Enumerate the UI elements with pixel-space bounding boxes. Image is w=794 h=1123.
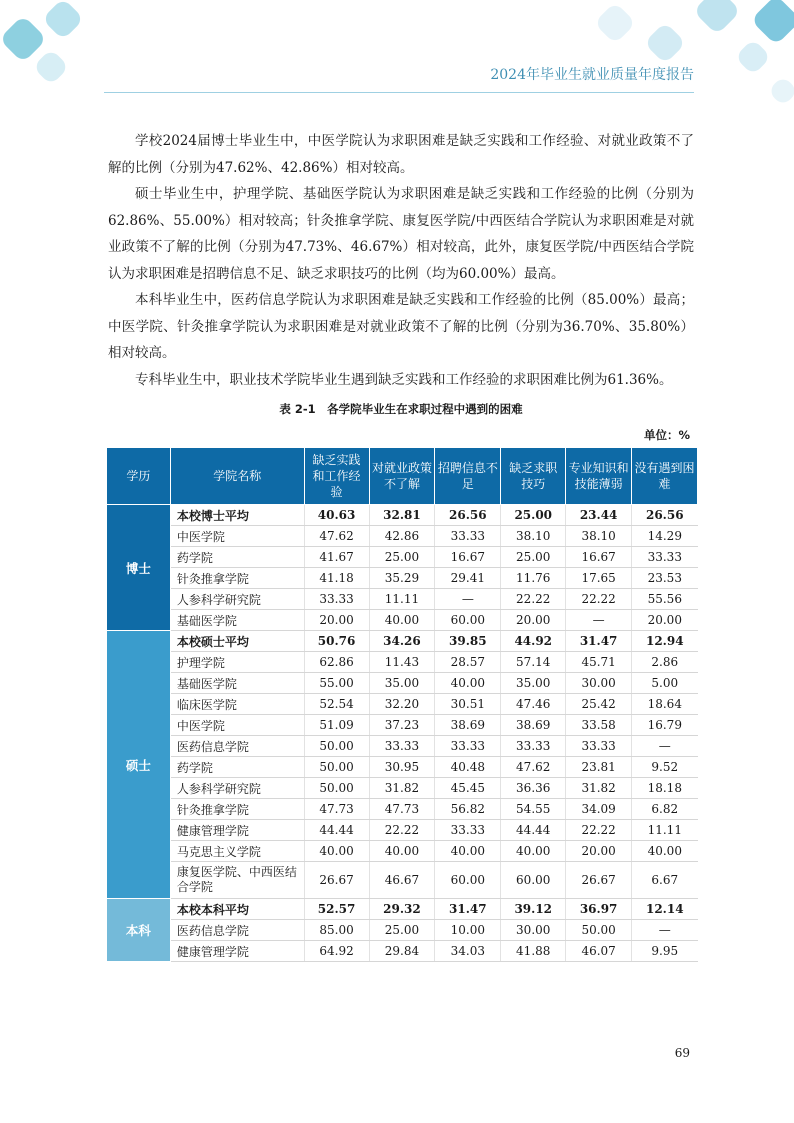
table-row [107,799,698,820]
value-cell: 26.56 [632,505,698,526]
running-head: 2024年毕业生就业质量年度报告 [490,67,694,83]
value-cell: 23.81 [566,757,632,778]
value-cell: 52.57 [304,899,369,920]
decorative-tile [693,0,741,35]
value-cell: 16.67 [435,547,501,568]
college-name-cell: 医药信息学院 [170,736,304,757]
table-row [107,862,698,899]
decorative-tile [0,15,47,63]
table-row [107,715,698,736]
value-cell: 11.11 [632,820,698,841]
college-name-cell: 马克思主义学院 [170,841,304,862]
table-row [107,694,698,715]
table-row [107,610,698,631]
value-cell: 25.00 [501,505,566,526]
degree-level-cell: 硕士 [107,631,171,899]
header-cell: 学院名称 [170,448,304,505]
value-cell: 20.00 [632,610,698,631]
value-cell: 38.10 [566,526,632,547]
college-name-cell: 中医学院 [170,715,304,736]
value-cell: 40.63 [304,505,369,526]
value-cell: 26.67 [566,862,632,899]
value-cell: 25.00 [501,547,566,568]
value-cell: — [632,736,698,757]
value-cell: 12.94 [632,631,698,652]
value-cell: 35.00 [369,673,435,694]
value-cell: 23.53 [632,568,698,589]
college-name-cell: 临床医学院 [170,694,304,715]
value-cell: 40.00 [369,841,435,862]
table-row [107,757,698,778]
value-cell: 47.73 [369,799,435,820]
value-cell: 22.22 [501,589,566,610]
paragraph: 专科毕业生中，职业技术学院毕业生遇到缺乏实践和工作经验的求职困难比例为61.36%。 [135,371,673,388]
value-cell: 62.86 [304,652,369,673]
value-cell: 14.29 [632,526,698,547]
value-cell: 47.62 [501,757,566,778]
value-cell: 30.95 [369,757,435,778]
college-name-cell: 人参科学研究院 [170,778,304,799]
value-cell: 40.00 [369,610,435,631]
value-cell: 30.00 [501,920,566,941]
value-cell: 41.88 [501,941,566,962]
header-cell: 缺乏实践和工作经验 [304,448,369,505]
header-cell: 招聘信息不足 [435,448,501,505]
table-row [107,652,698,673]
value-cell: 31.82 [566,778,632,799]
value-cell: 22.22 [566,589,632,610]
value-cell: 6.82 [632,799,698,820]
value-cell: 55.00 [304,673,369,694]
header-cell: 学历 [107,448,171,505]
value-cell: 52.54 [304,694,369,715]
value-cell: 37.23 [369,715,435,736]
value-cell: — [566,610,632,631]
table-unit: 单位：% [643,428,690,442]
table-row [107,778,698,799]
college-name-cell: 中医学院 [170,526,304,547]
value-cell: 40.00 [501,841,566,862]
value-cell: 56.82 [435,799,501,820]
value-cell: 50.00 [304,778,369,799]
page-content [108,128,694,962]
value-cell: 55.56 [632,589,698,610]
table-row [107,941,698,962]
value-cell: 60.00 [501,862,566,899]
value-cell: 11.76 [501,568,566,589]
value-cell: 34.09 [566,799,632,820]
value-cell: 33.33 [566,736,632,757]
value-cell: 35.00 [501,673,566,694]
value-cell: — [435,589,501,610]
difficulty-table [106,447,698,962]
value-cell: 31.47 [435,899,501,920]
value-cell: 11.11 [369,589,435,610]
value-cell: 32.20 [369,694,435,715]
value-cell: 33.33 [435,736,501,757]
value-cell: 39.85 [435,631,501,652]
value-cell: 50.76 [304,631,369,652]
table-row [107,589,698,610]
value-cell: 38.10 [501,526,566,547]
value-cell: 36.36 [501,778,566,799]
value-cell: 25.00 [369,547,435,568]
college-name-cell: 本校本科平均 [170,899,304,920]
value-cell: 35.29 [369,568,435,589]
header-cell: 专业知识和技能薄弱 [566,448,632,505]
college-name-cell: 人参科学研究院 [170,589,304,610]
value-cell: 26.56 [435,505,501,526]
header-cell: 缺乏求职技巧 [501,448,566,505]
value-cell: 33.33 [435,820,501,841]
value-cell: 46.07 [566,941,632,962]
value-cell: 39.12 [501,899,566,920]
table-row [107,820,698,841]
decorative-tile [735,39,772,76]
value-cell: 16.67 [566,547,632,568]
value-cell: 23.44 [566,505,632,526]
college-name-cell: 本校博士平均 [170,505,304,526]
header-divider [104,92,694,93]
value-cell: 9.95 [632,941,698,962]
value-cell: 60.00 [435,610,501,631]
degree-level-cell: 博士 [107,505,171,631]
value-cell: 54.55 [501,799,566,820]
table-row [107,568,698,589]
college-name-cell: 药学院 [170,547,304,568]
value-cell: 40.00 [435,841,501,862]
decorative-tile [644,22,686,64]
value-cell: 18.18 [632,778,698,799]
table-body [107,505,698,962]
page-number: 69 [674,1046,690,1060]
paragraph: 本科毕业生中，医药信息学院认为求职困难是缺乏实践和工作经验的比例（85.00%）最高；中医学院、针灸推拿学院认为求职困难是对就业政策不了解的比例（分别为36.70%、35.80%）相对较高。 [108,292,694,361]
value-cell: 40.48 [435,757,501,778]
value-cell: 11.43 [369,652,435,673]
value-cell: 28.57 [435,652,501,673]
table-row [107,736,698,757]
value-cell: — [632,920,698,941]
value-cell: 26.67 [304,862,369,899]
college-name-cell: 护理学院 [170,652,304,673]
value-cell: 18.64 [632,694,698,715]
value-cell: 85.00 [304,920,369,941]
value-cell: 32.81 [369,505,435,526]
value-cell: 34.26 [369,631,435,652]
value-cell: 38.69 [501,715,566,736]
value-cell: 25.00 [369,920,435,941]
value-cell: 33.33 [501,736,566,757]
table-row [107,673,698,694]
header-cell: 对就业政策不了解 [369,448,435,505]
value-cell: 29.84 [369,941,435,962]
value-cell: 33.58 [566,715,632,736]
value-cell: 9.52 [632,757,698,778]
value-cell: 41.67 [304,547,369,568]
value-cell: 29.32 [369,899,435,920]
value-cell: 51.09 [304,715,369,736]
decorative-tile [594,2,636,44]
value-cell: 33.33 [435,526,501,547]
value-cell: 31.47 [566,631,632,652]
average-row [107,899,698,920]
value-cell: 22.22 [566,820,632,841]
college-name-cell: 药学院 [170,757,304,778]
value-cell: 44.44 [304,820,369,841]
college-name-cell: 康复医学院、中西医结合学院 [170,862,304,899]
value-cell: 64.92 [304,941,369,962]
value-cell: 50.00 [566,920,632,941]
value-cell: 44.44 [501,820,566,841]
table-header-row [107,448,698,505]
value-cell: 10.00 [435,920,501,941]
decorative-tile [42,0,84,40]
decorative-tile [751,0,794,45]
value-cell: 34.03 [435,941,501,962]
college-name-cell: 基础医学院 [170,673,304,694]
average-row [107,631,698,652]
value-cell: 40.00 [632,841,698,862]
college-name-cell: 本校硕士平均 [170,631,304,652]
value-cell: 20.00 [566,841,632,862]
value-cell: 40.00 [435,673,501,694]
value-cell: 20.00 [304,610,369,631]
value-cell: 30.51 [435,694,501,715]
value-cell: 17.65 [566,568,632,589]
decorative-tile [767,75,794,106]
decorative-tile [33,49,70,86]
value-cell: 31.82 [369,778,435,799]
value-cell: 22.22 [369,820,435,841]
table-row [107,547,698,568]
value-cell: 36.97 [566,899,632,920]
value-cell: 16.79 [632,715,698,736]
value-cell: 33.33 [304,589,369,610]
value-cell: 50.00 [304,736,369,757]
college-name-cell: 针灸推拿学院 [170,568,304,589]
paragraph: 学校2024届博士毕业生中，中医学院认为求职困难是缺乏实践和工作经验、对就业政策不了解的比例（分别为47.62%、42.86%）相对较高。 [108,133,694,176]
table-caption: 表 2-1 各学院毕业生在求职过程中遇到的困难 [279,402,523,416]
college-name-cell: 健康管理学院 [170,820,304,841]
value-cell: 38.69 [435,715,501,736]
value-cell: 44.92 [501,631,566,652]
value-cell: 47.73 [304,799,369,820]
value-cell: 2.86 [632,652,698,673]
average-row [107,505,698,526]
table-row [107,920,698,941]
value-cell: 47.62 [304,526,369,547]
value-cell: 25.42 [566,694,632,715]
value-cell: 33.33 [632,547,698,568]
table-row [107,526,698,547]
value-cell: 20.00 [501,610,566,631]
value-cell: 29.41 [435,568,501,589]
header-cell: 没有遇到困难 [632,448,698,505]
value-cell: 40.00 [304,841,369,862]
value-cell: 50.00 [304,757,369,778]
value-cell: 45.71 [566,652,632,673]
degree-level-cell: 本科 [107,899,171,962]
value-cell: 30.00 [566,673,632,694]
college-name-cell: 针灸推拿学院 [170,799,304,820]
value-cell: 47.46 [501,694,566,715]
value-cell: 46.67 [369,862,435,899]
value-cell: 33.33 [369,736,435,757]
value-cell: 6.67 [632,862,698,899]
value-cell: 45.45 [435,778,501,799]
college-name-cell: 基础医学院 [170,610,304,631]
value-cell: 42.86 [369,526,435,547]
college-name-cell: 医药信息学院 [170,920,304,941]
value-cell: 12.14 [632,899,698,920]
value-cell: 57.14 [501,652,566,673]
value-cell: 60.00 [435,862,501,899]
value-cell: 41.18 [304,568,369,589]
college-name-cell: 健康管理学院 [170,941,304,962]
paragraph: 硕士毕业生中，护理学院、基础医学院认为求职困难是缺乏实践和工作经验的比例（分别为62.86%、55.00%）相对较高；针灸推拿学院、康复医学院/中西医结合学院认为求职困难是对就业政策不了解的比例（分别为47.73%、46.67%）相对较高，此外，康复医学院/中西医结合学院认为求职困难是招聘信息不足、缺乏求职技巧的比例（均为60.00%）最高。 [108,186,694,282]
value-cell: 5.00 [632,673,698,694]
table-row [107,841,698,862]
